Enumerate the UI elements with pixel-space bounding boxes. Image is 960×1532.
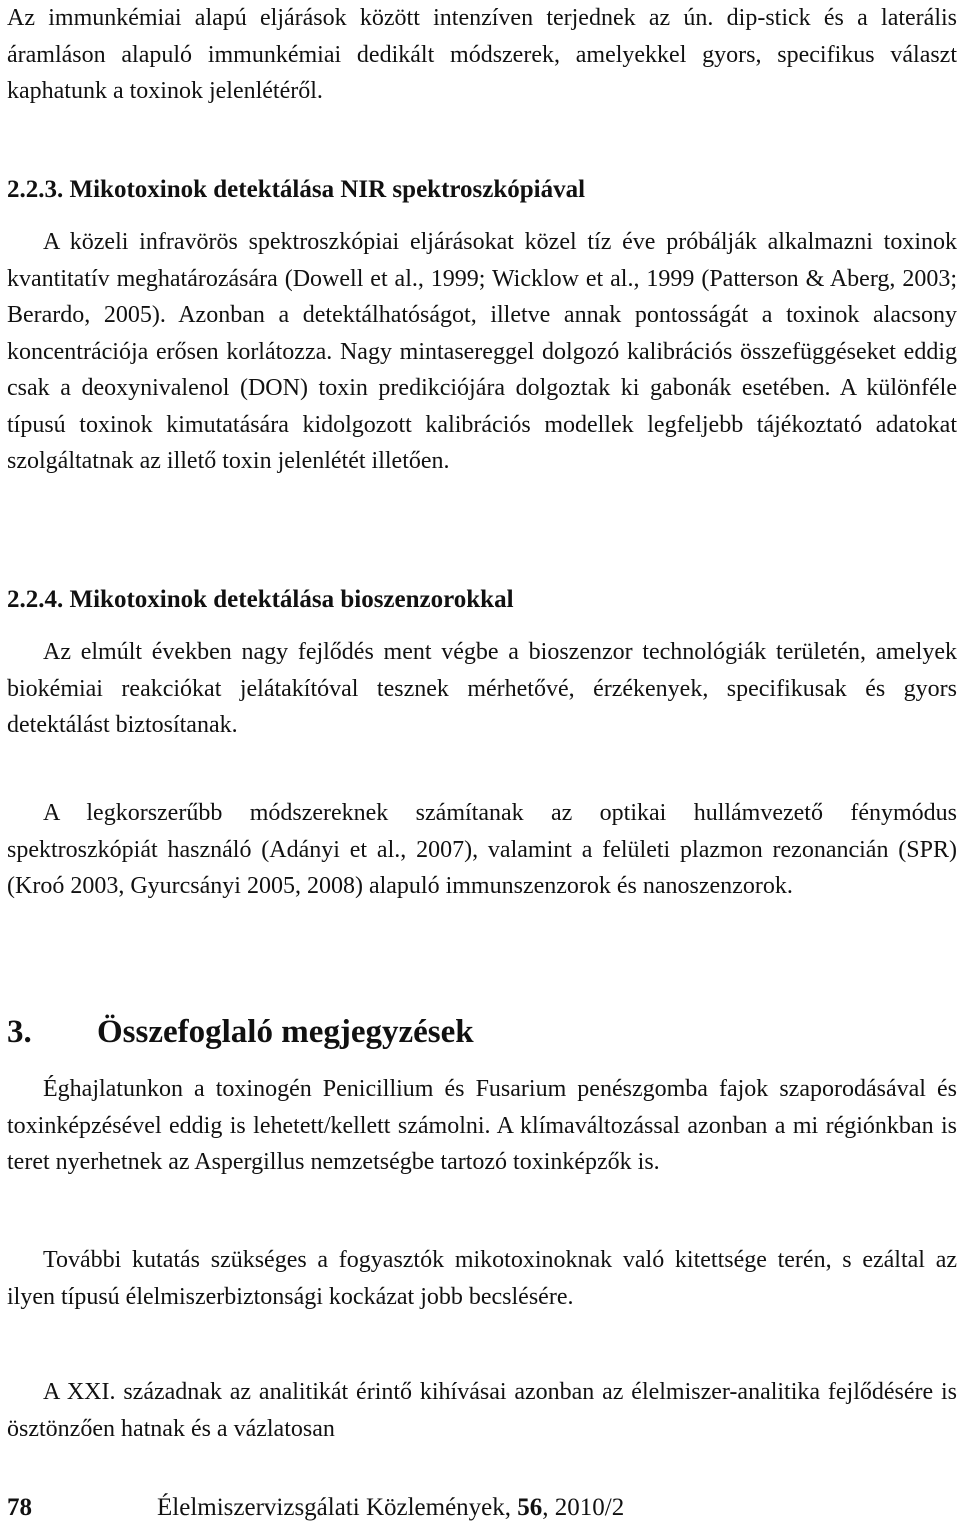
section-3-number: 3. (7, 1014, 32, 1050)
section-3-paragraph-1: Éghajlatunkon a toxinogén Penicillium és Fusarium penészgomba fajok szaporodásával és toxinképzésével eddig is lehetett/kellett számolni. A klímaváltozással azonban a mi régiónkban is teret nyerhetnek az Aspergillus nemzetségbe tartozó toxinképzők is. (7, 1076, 957, 1175)
section-224-paragraph-1: Az elmúlt években nagy fejlődés ment végbe a bioszenzor technológiák területén, amelyek biokémiai reakciókat jelátakítóval tesznek mérhetővé, érzékenyek, specifikusak és gyors detektálást biztosítanak. (7, 639, 957, 738)
page-number: 78 (7, 1494, 32, 1521)
journal-volume: 56 (517, 1494, 543, 1521)
section-3-paragraph-2: További kutatás szükséges a fogyasztók mikotoxinoknak való kitettsége terén, s ezáltal az ilyen típusú élelmiszerbiztonsági kockázat jobb becslésére. (7, 1247, 957, 1310)
section-3-heading (7, 1012, 474, 1052)
section-223-title: Mikotoxinok detektálása NIR spektroszkópiával (69, 176, 586, 203)
section-3-paragraph-3: A XXI. századnak az analitikát érintő kihívásai azonban az élelmiszer-analitika fejlődésére is ösztönzően hatnak és a vázlatosan (7, 1379, 957, 1442)
page-footer (7, 1492, 624, 1524)
section-3-title: Összefoglaló megjegyzések (97, 1014, 474, 1050)
section-223-paragraph: A közeli infravörös spektroszkópiai eljárásokat közel tíz éve próbálják alkalmazni toxinok kvantitatív meghatározására (Dowell et al., 1999; Wicklow et al., 1999 (Patterson & Aberg, 2003; Berardo, 2005). Azonban a detektálhatóságot, illetve annak pontosságát a toxinok alacsony koncentrációja erősen korlátozza. Nagy mintasereggel dolgozó kalibrációs összefüggéseket eddig csak a deoxynivalenol (DON) toxin predikciójára dolgoztak ki gabonák esetében. A különféle típusú toxinok kimutatására kidolgozott kalibrációs modellek legfeljebb tájékoztató adatokat szolgáltatnak az illető toxin jelenlétét illetően. (7, 229, 957, 474)
section-223-number: 2.2.3. (7, 176, 64, 203)
section-224-paragraph-2: A legkorszerűbb módszereknek számítanak az optikai hullámvezető fénymódus spektroszkópiát használó (Adányi et al., 2007), valamint a felületi plazmon rezonancián (SPR) (Kroó 2003, Gyurcsányi 2005, 2008) alapuló immunszenzorok és nanoszenzorok. (7, 800, 957, 899)
journal-name: Élelmiszervizsgálati Közlemények, (157, 1494, 518, 1521)
section-224-title: Mikotoxinok detektálása bioszenzorokkal (69, 586, 514, 613)
section-223-heading (7, 172, 585, 208)
document-page (7, 0, 957, 1532)
intro-paragraph: Az immunkémiai alapú eljárások között intenzíven terjednek az ún. dip-stick és a laterális áramláson alapuló immunkémiai dedikált módszerek, amelyekkel gyors, specifikus választ kaphatunk a toxinok jelenlétéről. (7, 5, 957, 104)
section-224-number: 2.2.4. (7, 586, 64, 613)
journal-issue: , 2010/2 (542, 1494, 625, 1521)
section-224-heading (7, 582, 514, 618)
